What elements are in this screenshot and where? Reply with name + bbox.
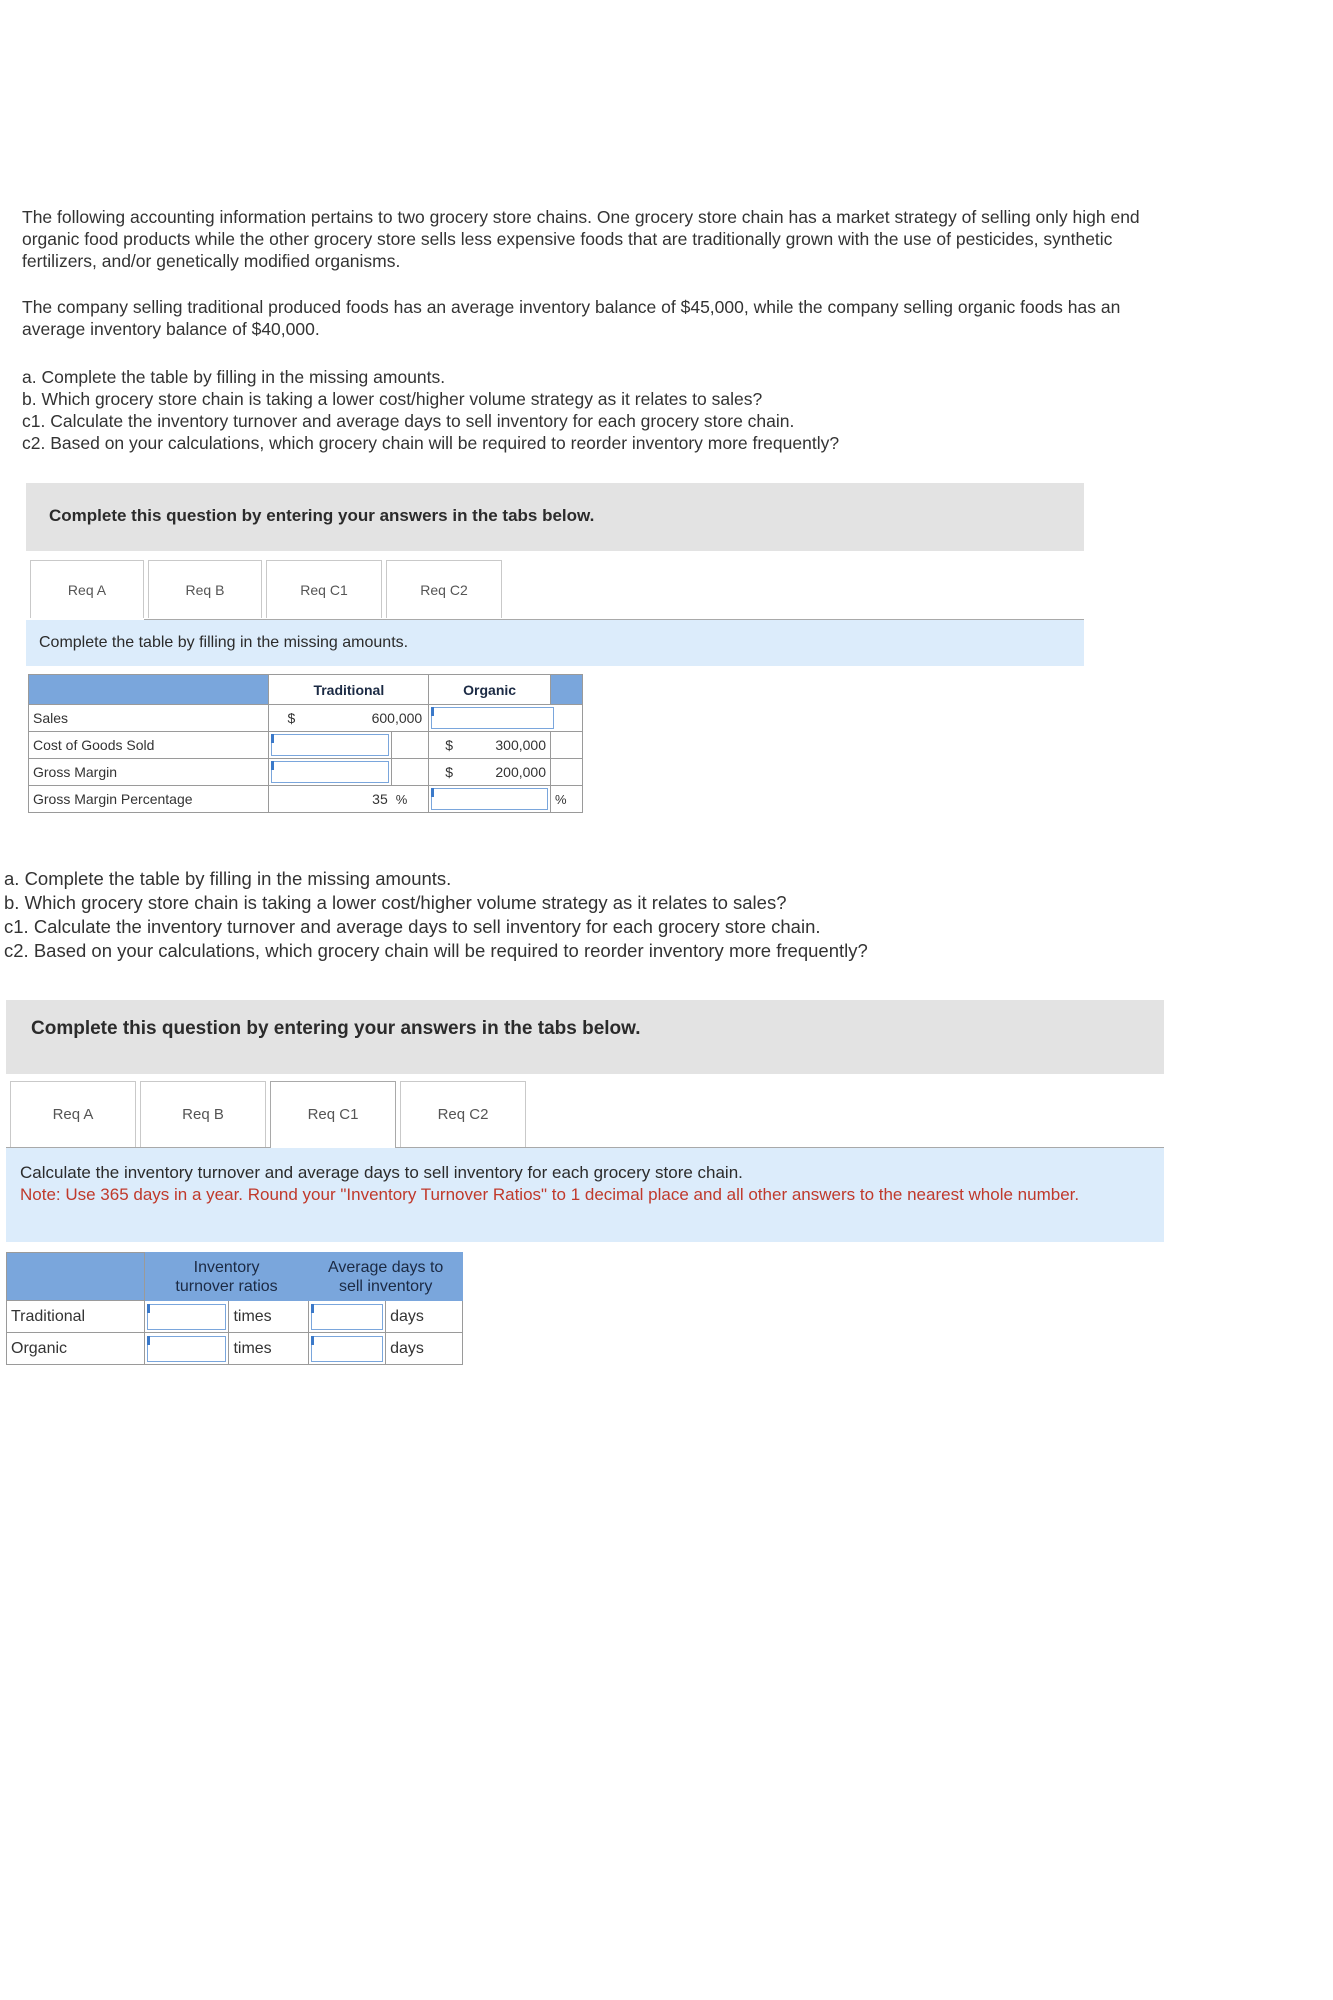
question-a-repeat: a. Complete the table by filling in the missing amounts. bbox=[4, 868, 452, 889]
unit-days: days bbox=[386, 1333, 463, 1365]
section2-banner bbox=[6, 1000, 1164, 1074]
section2-tab-req-c2[interactable]: Req C2 bbox=[400, 1081, 526, 1147]
table-header-blank-right bbox=[551, 675, 583, 705]
unit-times: times bbox=[229, 1333, 309, 1365]
section1-tab-req-c1[interactable]: Req C1 bbox=[266, 560, 382, 618]
question-a: a. Complete the table by filling in the missing amounts. bbox=[22, 367, 446, 387]
section1-banner-text: Complete this question by entering your answers in the tabs below. bbox=[49, 506, 595, 525]
row-label: Organic bbox=[7, 1333, 145, 1365]
question-c2: c2. Based on your calculations, which grocery chain will be required to reorder inventory more frequently? bbox=[22, 433, 840, 453]
percent-sign: % bbox=[551, 786, 583, 813]
table-row-sales bbox=[29, 705, 583, 732]
organic-cogs-value: $ 300,000 bbox=[429, 732, 551, 759]
section2-instruction: Calculate the inventory turnover and average days to sell inventory for each grocery store chain. bbox=[20, 1163, 743, 1182]
table-header-blank bbox=[7, 1253, 145, 1301]
section2-tab-req-a[interactable]: Req A bbox=[10, 1081, 136, 1147]
organic-days-input[interactable] bbox=[311, 1336, 383, 1362]
organic-sales-input[interactable] bbox=[431, 707, 554, 729]
traditional-cogs-input[interactable] bbox=[271, 734, 389, 756]
table-row-cogs bbox=[29, 732, 583, 759]
section2-tab-req-c1[interactable]: Req C1 bbox=[270, 1081, 396, 1148]
section1-tab-req-a[interactable]: Req A bbox=[30, 560, 144, 618]
table-header-blank bbox=[29, 675, 269, 705]
row-label: Traditional bbox=[7, 1301, 145, 1333]
section2-tab-req-b[interactable]: Req B bbox=[140, 1081, 266, 1147]
section1-banner bbox=[26, 483, 1084, 551]
column-header-average-days: Average days to sell inventory bbox=[309, 1253, 463, 1301]
section2-banner-text: Complete this question by entering your answers in the tabs below. bbox=[31, 1018, 641, 1039]
column-header-inventory-turnover: Inventory turnover ratios bbox=[144, 1253, 309, 1301]
section2-instruction-box bbox=[6, 1148, 1164, 1242]
traditional-gm-percent-value: 35 bbox=[269, 786, 392, 813]
question-c1: c1. Calculate the inventory turnover and average days to sell inventory for each grocery store chain. bbox=[22, 411, 795, 431]
intro-paragraph-2: The company selling traditional produced foods has an average inventory balance of $45,000, while the company selling organic foods has an average inventory balance of $40,000. bbox=[22, 297, 1121, 339]
column-header-organic: Organic bbox=[429, 675, 551, 705]
organic-gm-percent-input[interactable] bbox=[431, 788, 548, 810]
traditional-days-input[interactable] bbox=[311, 1304, 383, 1330]
intro-paragraph-1: The following accounting information pertains to two grocery store chains. One grocery store chain has a market strategy of selling only high end organic food products while the other grocery store sells less expensive foods that are traditionally grown with the use of pesticides, synthetic fertilizers, and/or genetically modified organisms. bbox=[22, 207, 1140, 271]
organic-turnover-input[interactable] bbox=[147, 1336, 227, 1362]
row-label: Cost of Goods Sold bbox=[29, 732, 269, 759]
row-label: Gross Margin bbox=[29, 759, 269, 786]
percent-sign: % bbox=[392, 786, 429, 813]
row-label: Sales bbox=[29, 705, 269, 732]
organic-gross-margin-value: $ 200,000 bbox=[429, 759, 551, 786]
table-row-gross-margin-percentage bbox=[29, 786, 583, 813]
table-row-traditional bbox=[7, 1301, 463, 1333]
traditional-gross-margin-input[interactable] bbox=[271, 761, 389, 783]
gross-margin-table bbox=[28, 674, 583, 813]
row-label: Gross Margin Percentage bbox=[29, 786, 269, 813]
unit-days: days bbox=[386, 1301, 463, 1333]
section1-instruction: Complete the table by filling in the missing amounts. bbox=[26, 620, 1084, 666]
question-b: b. Which grocery store chain is taking a lower cost/higher volume strategy as it relates to sales? bbox=[22, 389, 763, 409]
traditional-turnover-input[interactable] bbox=[147, 1304, 227, 1330]
section1-tab-req-c2[interactable]: Req C2 bbox=[386, 560, 502, 618]
table-row-organic bbox=[7, 1333, 463, 1365]
unit-times: times bbox=[229, 1301, 309, 1333]
inventory-turnover-table bbox=[6, 1252, 463, 1365]
question-b-repeat: b. Which grocery store chain is taking a lower cost/higher volume strategy as it relates to sales? bbox=[4, 892, 787, 913]
question-c2-repeat: c2. Based on your calculations, which grocery chain will be required to reorder inventory more frequently? bbox=[4, 940, 868, 961]
column-header-traditional: Traditional bbox=[269, 675, 429, 705]
section2-note: Note: Use 365 days in a year. Round your "Inventory Turnover Ratios" to 1 decimal place and all other answers to the nearest whole number. bbox=[20, 1185, 1080, 1204]
question-c1-repeat: c1. Calculate the inventory turnover and average days to sell inventory for each grocery store chain. bbox=[4, 916, 821, 937]
table-row-gross-margin bbox=[29, 759, 583, 786]
section1-tab-req-b[interactable]: Req B bbox=[148, 560, 262, 618]
traditional-sales-value: $ 600,000 bbox=[269, 705, 429, 732]
